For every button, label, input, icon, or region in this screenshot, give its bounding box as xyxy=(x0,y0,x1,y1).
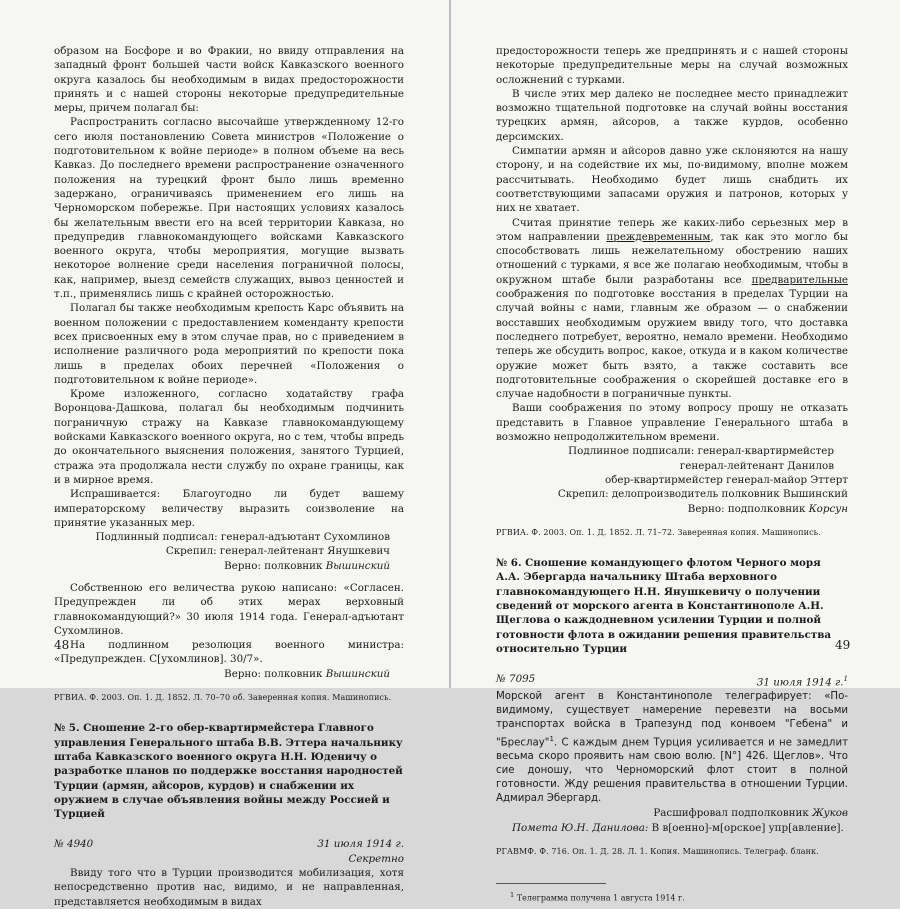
archive-source: РГВИА. Ф. 2003. Оп. 1. Д. 1852. Л. 71–72. Заверенная копия. Машинопись. xyxy=(496,527,821,537)
signature-line: Подлинное подписали: генерал-квартирмейстер xyxy=(568,445,834,458)
secrecy-mark: Секретно xyxy=(348,852,404,865)
paragraph: Симпатии армян и айсоров давно уже склоняются на нашу сторону, и на содействие их мы, по-видимому, вполне можем рассчитывать. Необходимо будет лишь снабдить их соответствующими запасами оружия и патронов, которых у них не хватает. xyxy=(496,145,848,215)
signature-line: Верно: подполковник Корсун xyxy=(687,502,848,515)
signature-line: обер-квартирмейстер генерал-майор Эттерт xyxy=(605,473,848,486)
paragraph: Ввиду того что в Турции производится мобилизация, хотя непосредственно против нас, видимо, и не направленная, представляется необходимым в видах xyxy=(54,867,404,908)
footnote-divider xyxy=(496,883,606,884)
paragraph: Распространить согласно высочайше утвержденному 12-го сего июля постановлению Совета министров «Положение о подготовительном к войне периоде» в полном объеме на весь Кавказ. До последнего времени распространение означенного положения на турецкий фронт было лишь временно задержано, ограничиваясь применением его лишь на Черноморском побережье. При настоящих условиях казалось бы желательным ввести его на всей территории Кавказа, но предупредив главнокомандующего войсками Кавказского военного округа, чтобы мероприятия, могущие вызвать некоторое волнение среди населения пограничной полосы, как, например, выезд семейств служащих, вывоз ценностей и т.п., применялись лишь с крайней осторожностью. xyxy=(54,116,404,301)
left-page xyxy=(0,0,449,908)
signature-line: Скрепил: делопроизводитель полковник Вышинский xyxy=(557,488,848,501)
page-number: 48 xyxy=(54,638,70,652)
paragraph: Считая принятие теперь же каких-либо серьезных мер в этом направлении преждевременным, так как это могло бы способствовать лишь нежелательному обострению наших отношений с турками, я все же полагаю необходимым, чтобы в окружном штабе были разработаны все предварительные соображения по подготовке восстания в пределах Турции на случай войны с нами, главным же образом — о снабжении восставших необходимым оружием ввиду того, что доставка последнего потребует, вероятно, немало времени. Необходимо теперь же обсудить вопрос, какое, откуда и в каком количестве оружие может быть взято, а также составить все подготовительные соображения о скорейшей доставке его в случае надобности в пограничные пункты. xyxy=(496,216,848,401)
document-number: № 4940 xyxy=(54,838,94,851)
right-column xyxy=(496,44,851,906)
signature-line: Верно: полковник Вышинский xyxy=(224,559,390,572)
paragraph: образом на Босфоре и во Фракии, но ввиду отправления на западный фронт большей части войск Кавказского военного округа казалось бы необходимым в видах предосторожности принять и с нашей стороны некоторые предупредительные меры, причем полагал бы: xyxy=(54,45,404,115)
document-date: 31 июля 1914 г. xyxy=(317,838,404,851)
telegram-text: Морской агент в Константинополе телеграфирует: «По-видимому, существует намерение перевезти на восьми транспортах войска в Трапезунд под конвоем "Гебена" и "Бреслау"$^1$. С каждым днем Турция усиливается и не замедлит весьма скоро проявить нам свою волю. [N°] 426. Щеглов». Что сие доношу, что Черноморский флот стоит в полной готовности. Жду решения правительства в отношении Турции. Адмирал Эбергард. xyxy=(496,690,848,805)
footnote: $^1$ Телеграмма получена 1 августа 1914 г. xyxy=(510,891,685,903)
page-number: 49 xyxy=(835,638,851,652)
document-title: № 5. Сношение 2-го обер-квартирмейстера Главного управления Генерального штаба В.В. Эттера начальнику штаба Кавказского военного округа Н.Н. Юденичу о разработке планов по поддержке восстания народностей Турции (армян, айсоров, курдов) и снабжении их оружием в случае объявления войны между Россией и Турцией xyxy=(54,722,403,821)
paragraph: Кроме изложенного, согласно ходатайству графа Воронцова-Дашкова, полагал бы необходимым подчинить пограничную стражу на Кавказе главнокомандующему войсками Кавказского военного округа, но с тем, чтобы впредь до окончательного выяснения положения, занятого Турцией, стража эта продолжала нести службу по охране границы, как и в мирное время. xyxy=(54,388,404,486)
paragraph: Испрашивается: Благоугодно ли будет вашему императорскому величеству выразить соизволение на принятие указанных мер. xyxy=(54,488,404,529)
signature-line: Верно: полковник Вышинский xyxy=(224,667,390,680)
signature-line: Подлинный подписал: генерал-адъютант Сухомлинов xyxy=(95,531,390,544)
paragraph: Ваши соображения по этому вопросу прошу не отказать представить в Главное управление Генерального штаба в возможно непродолжительном времени. xyxy=(496,402,848,444)
signature-line: Скрепил: генерал-лейтенант Янушкевич xyxy=(165,545,390,558)
document-meta xyxy=(54,837,404,851)
document-date: 31 июля 1914 г.$^1$ xyxy=(756,675,848,689)
right-page xyxy=(451,0,900,903)
archive-source: РГАВМФ. Ф. 716. Оп. 1. Д. 28. Л. 1. Копия. Машинопись. Телеграф. бланк. xyxy=(496,846,819,856)
resolution-note: Пометa Ю.Н. Данилова: В в[оенно]-м[орское] упр[авление]. xyxy=(512,821,844,834)
document-title: № 6. Сношение командующего флотом Черного моря А.А. Эбергарда начальнику Штаба верховного главнокомандующего Н.Н. Янушкевичу о получении сведений от морского агента в Константинополе А.Н. Щеглова о каждодневном усилении Турции и полной готовности флота в ожидании решения правительства относительно Турции xyxy=(496,557,832,655)
paragraph: Собственною его величества рукою написано: «Согласен. Предупрежден ли об этих мерах верховный главнокомандующий?» 30 июля 1914 года. Генерал-адъютант Сухомлинов. xyxy=(54,581,404,637)
paragraph: В числе этих мер далеко не последнее место принадлежит возможно тщательной подготовке на случай войны восстания турецких армян, айсоров, а также курдов, особенно дерсимских. xyxy=(496,87,848,143)
paragraph: предосторожности теперь же предпринять и с нашей стороны некоторые предупредительные меры на случай возможных осложнений с турками. xyxy=(496,45,848,86)
paragraph: На подлинном резолюция военного министра: «Предупрежден. С[ухомлинов]. 30/7». xyxy=(54,639,404,666)
document-number: № 7095 xyxy=(496,673,536,686)
paragraph: Полагал бы также необходимым крепость Карс объявить на военном положении с предоставлением коменданту крепости всех присвоенных ему в этом случае прав, но с приведением в исполнение различного рода мероприятий по крепости пока лишь в пределах обоих перечней «Положения о подготовительном к войне периоде». xyxy=(54,302,404,386)
decoded-by: Расшифровал подполковник Жуков xyxy=(653,807,848,820)
archive-source: РГВИА. Ф. 2003. Оп. 1. Д. 1852. Л. 70–70 об. Заверенная копия. Машинопись. xyxy=(54,693,392,703)
document-meta xyxy=(496,672,848,690)
signature-line: генерал-лейтенант Данилов xyxy=(679,459,834,472)
left-column xyxy=(54,44,404,909)
